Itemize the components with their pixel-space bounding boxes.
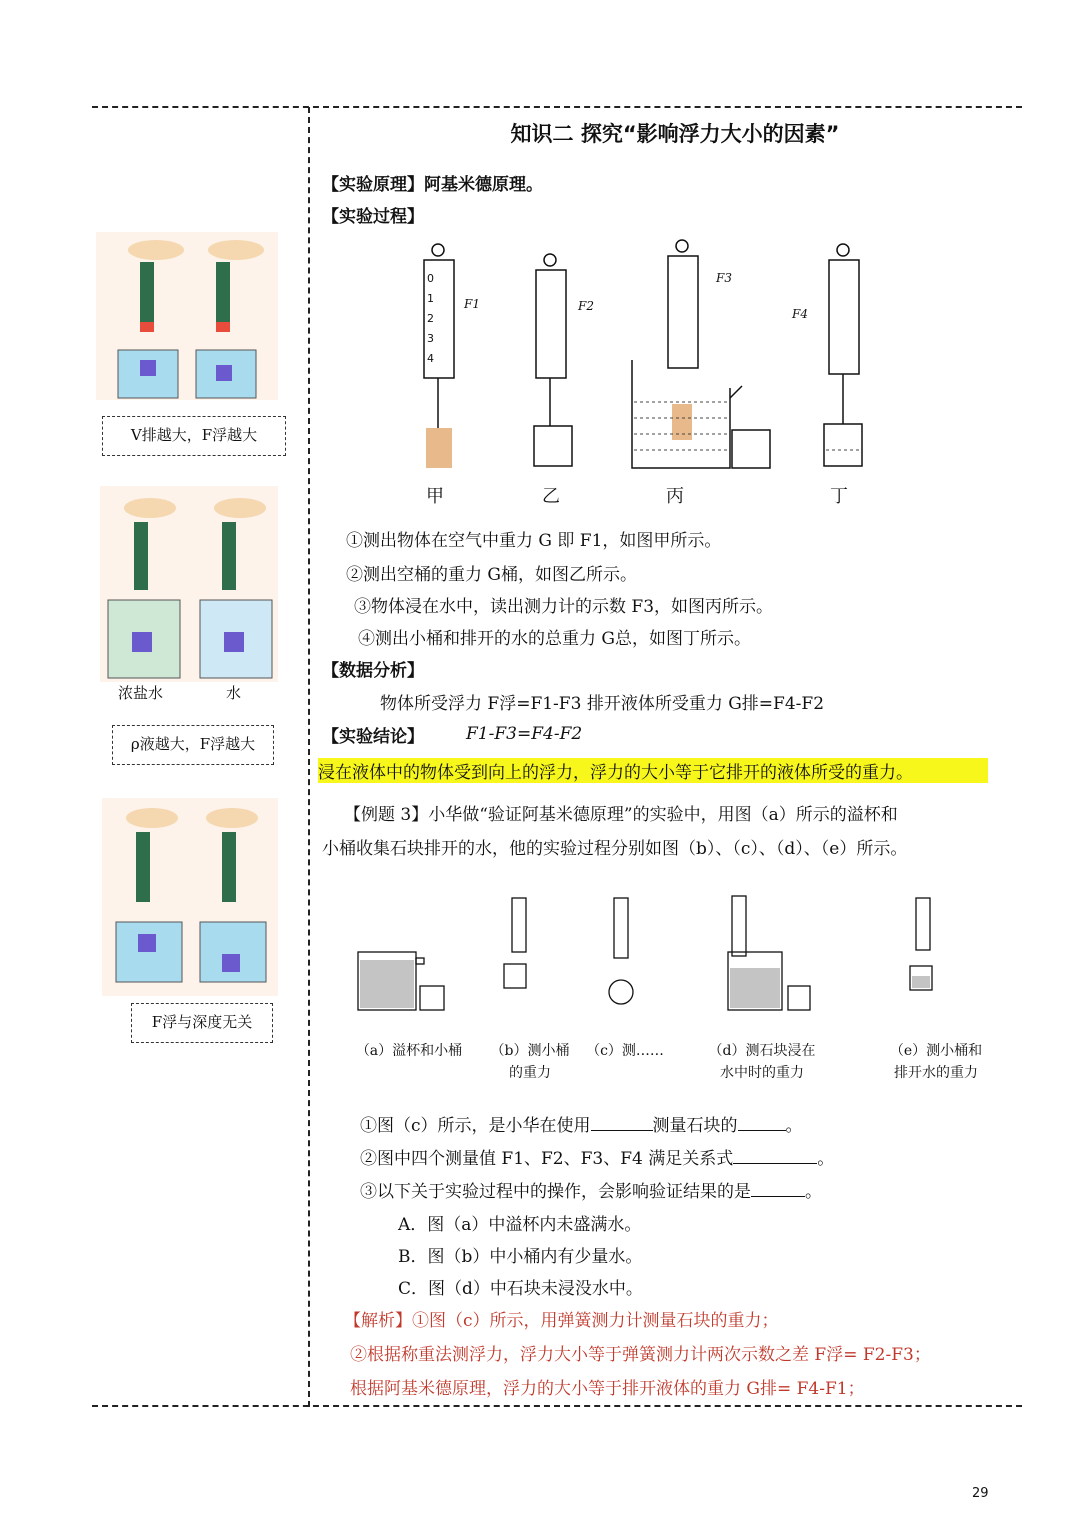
sidebar-label-brine: 浓盐水: [118, 684, 164, 702]
meter-mark: 4: [427, 352, 434, 365]
sidebar-figure-density: [100, 486, 278, 682]
step-2: ②测出空桶的重力 G桶，如图乙所示。: [346, 565, 637, 585]
example-line-2: 小桶收集石块排开的水，他的实验过程分别如图（b）、（c）、（d）、（e）所示。: [322, 839, 908, 859]
force-label-f4: F4: [792, 307, 808, 321]
answer-line-3: 根据阿基米德原理，浮力的大小等于排开液体的重力 G排= F4-F1；: [350, 1379, 865, 1399]
sidebar-caption-3: F浮与深度无关: [131, 1003, 273, 1043]
example-figures: [352, 878, 992, 1018]
meter-mark: 1: [427, 292, 434, 305]
step-1: ①测出物体在空气中重力 G 即 F1，如图甲所示。: [346, 531, 722, 551]
conclusion-heading: 【实验结论】: [322, 727, 424, 747]
setup-label-yi: 乙: [542, 486, 560, 507]
example-caption-d: （d）测石块浸在 水中时的重力: [708, 1043, 816, 1081]
top-rule: [92, 106, 1022, 108]
example-line-1: 【例题 3】小华做“验证阿基米德原理”的实验中，用图（a）所示的溢杯和: [344, 805, 898, 825]
conclusion-text: 浸在液体中的物体受到向上的浮力，浮力的大小等于它排开的液体所受的重力。: [318, 758, 988, 783]
option-a: A．图（a）中溢杯内未盛满水。: [398, 1215, 642, 1235]
bottom-rule: [92, 1405, 1022, 1407]
experiment-setup-figure: [400, 238, 900, 478]
force-label-f2: F2: [578, 299, 594, 313]
force-label-f3: F3: [716, 271, 732, 285]
example-caption-a: （a）溢杯和小桶: [355, 1043, 463, 1059]
setup-label-ding: 丁: [830, 486, 848, 507]
question-2: ②图中四个测量值 F1、F2、F3、F4 满足关系式 。: [360, 1149, 835, 1169]
setup-label-jia: 甲: [426, 486, 444, 507]
sidebar-label-water: 水: [226, 684, 242, 702]
setup-label-bing: 丙: [666, 486, 684, 507]
meter-mark: 2: [427, 312, 434, 325]
sidebar-caption-2: ρ液越大，F浮越大: [112, 725, 274, 765]
example-caption-b: （b）测小桶 的重力: [490, 1043, 570, 1081]
analysis-heading: 【数据分析】: [322, 661, 424, 681]
step-3: ③物体浸在水中，读出测力计的示数 F3，如图丙所示。: [354, 597, 774, 617]
answer-line-1: 【解析】①图（c）所示，用弹簧测力计测量石块的重力；: [344, 1311, 779, 1331]
answer-line-2: ②根据称重法测浮力，浮力大小等于弹簧测力计两次示数之差 F浮= F2-F3；: [350, 1345, 931, 1365]
sidebar-figure-depth: [102, 798, 278, 996]
process-heading: 【实验过程】: [322, 207, 424, 227]
force-label-f1: F1: [464, 297, 480, 311]
page-number: 29: [972, 1486, 989, 1501]
sidebar-caption-1: V排越大，F浮越大: [102, 416, 286, 456]
option-b: B．图（b）中小桶内有少量水。: [398, 1247, 643, 1267]
example-caption-c: （c）测……: [586, 1043, 664, 1059]
conclusion-formula: F1-F3=F4-F2: [466, 724, 583, 744]
principle-line: 【实验原理】阿基米德原理。: [322, 175, 543, 195]
meter-mark: 0: [427, 272, 434, 285]
step-4: ④测出小桶和排开的水的总重力 G总，如图丁所示。: [358, 629, 751, 649]
analysis-line: 物体所受浮力 F浮=F1-F3 排开液体所受重力 G排=F4-F2: [380, 694, 825, 714]
example-caption-e: （e）测小桶和 排开水的重力: [889, 1043, 983, 1081]
question-1: ①图（c）所示，是小华在使用 测量石块的 。: [360, 1116, 803, 1136]
meter-mark: 3: [427, 332, 434, 345]
question-3: ③以下关于实验过程中的操作，会影响验证结果的是 。: [360, 1182, 822, 1202]
column-divider: [308, 107, 310, 1407]
section-title: 知识二 探究“影响浮力大小的因素”: [510, 122, 840, 146]
option-c: C．图（d）中石块未浸没水中。: [398, 1279, 643, 1299]
sidebar-figure-volume: [96, 232, 278, 400]
